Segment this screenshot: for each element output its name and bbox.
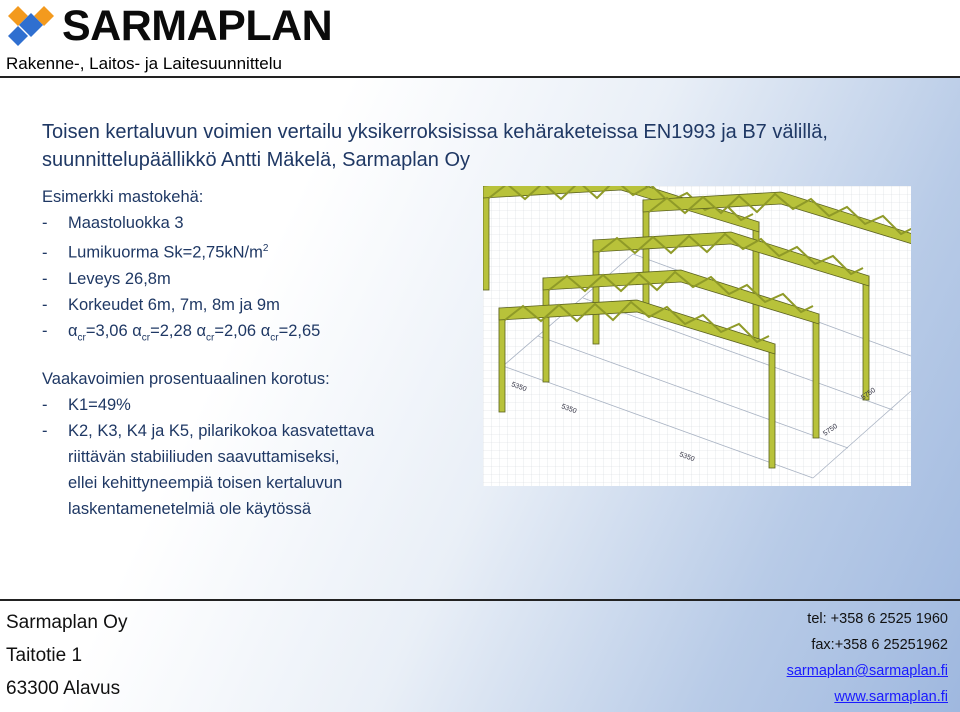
dimension-label: 5350: [510, 381, 528, 394]
brand-name: SARMAPLAN: [62, 2, 333, 50]
list-item: - Lumikuorma $Sk=2,75kN/m^2$: [42, 243, 269, 262]
footer-city: 63300 Alavus: [6, 678, 121, 699]
website-link[interactable]: www.sarmaplan.fi: [834, 689, 948, 705]
example-section: [42, 184, 320, 351]
dimension-label: 5350: [678, 451, 696, 464]
footer-street: Taitotie 1: [6, 645, 83, 666]
footer-address: [6, 606, 127, 705]
footer-contact: [787, 606, 948, 710]
footer-tel: tel: +358 6 2525 1960: [807, 611, 948, 627]
list-item: - K2, K3, K4 ja K5, pilarikokoa kasvatettava: [42, 422, 375, 440]
list-item-continued: ellei kehittyneempiä toisen kertaluvun: [68, 474, 343, 492]
header-subtitle: Rakenne-, Laitos- ja Laitesuunnittelu: [6, 54, 282, 73]
dimension-label: 5750: [822, 422, 839, 438]
example-heading: Esimerkki mastokehä:: [42, 188, 204, 206]
increase-heading: Vaakavoimien prosentuaalinen korotus:: [42, 370, 330, 388]
sarmaplan-logo-icon: [6, 4, 56, 48]
footer-divider: [0, 599, 960, 601]
list-item: - K1=49%: [42, 396, 131, 414]
slide-title: Toisen kertaluvun voimien vertailu yksikerroksisissa kehäraketeissa EN1993 ja B7 välillä, suunnittelupäällikkö Antti Mäkelä, Sarmaplan Oy: [42, 121, 828, 171]
truss-frame-drawing: [483, 186, 911, 486]
alpha-values-item: - $\alpha_{cr}=3,06$ $\alpha_{cr}=2,28$ $\alpha_{cr}=2,06$ $\alpha_{cr}=2,65$: [42, 321, 321, 343]
footer-company: Sarmaplan Oy: [6, 612, 128, 633]
list-item-continued: riittävän stabiiliuden saavuttamiseksi,: [68, 448, 340, 466]
list-item: - Maastoluokka 3: [42, 214, 184, 232]
dimension-label: 5350: [560, 403, 578, 416]
header: [0, 0, 960, 76]
header-divider: [0, 76, 960, 78]
increase-section: [42, 366, 374, 522]
dimension-label: 5750: [860, 386, 877, 402]
portal-frame-figure: [483, 186, 911, 486]
list-item: - Leveys 26,8m: [42, 269, 171, 288]
email-link[interactable]: sarmaplan@sarmaplan.fi: [786, 663, 948, 679]
list-item-continued: laskentamenetelmiä ole käytössä: [68, 500, 312, 518]
list-item: - Korkeudet 6m, 7m, 8m ja 9m: [42, 295, 280, 314]
footer-fax: fax:+358 6 25251962: [811, 637, 948, 653]
